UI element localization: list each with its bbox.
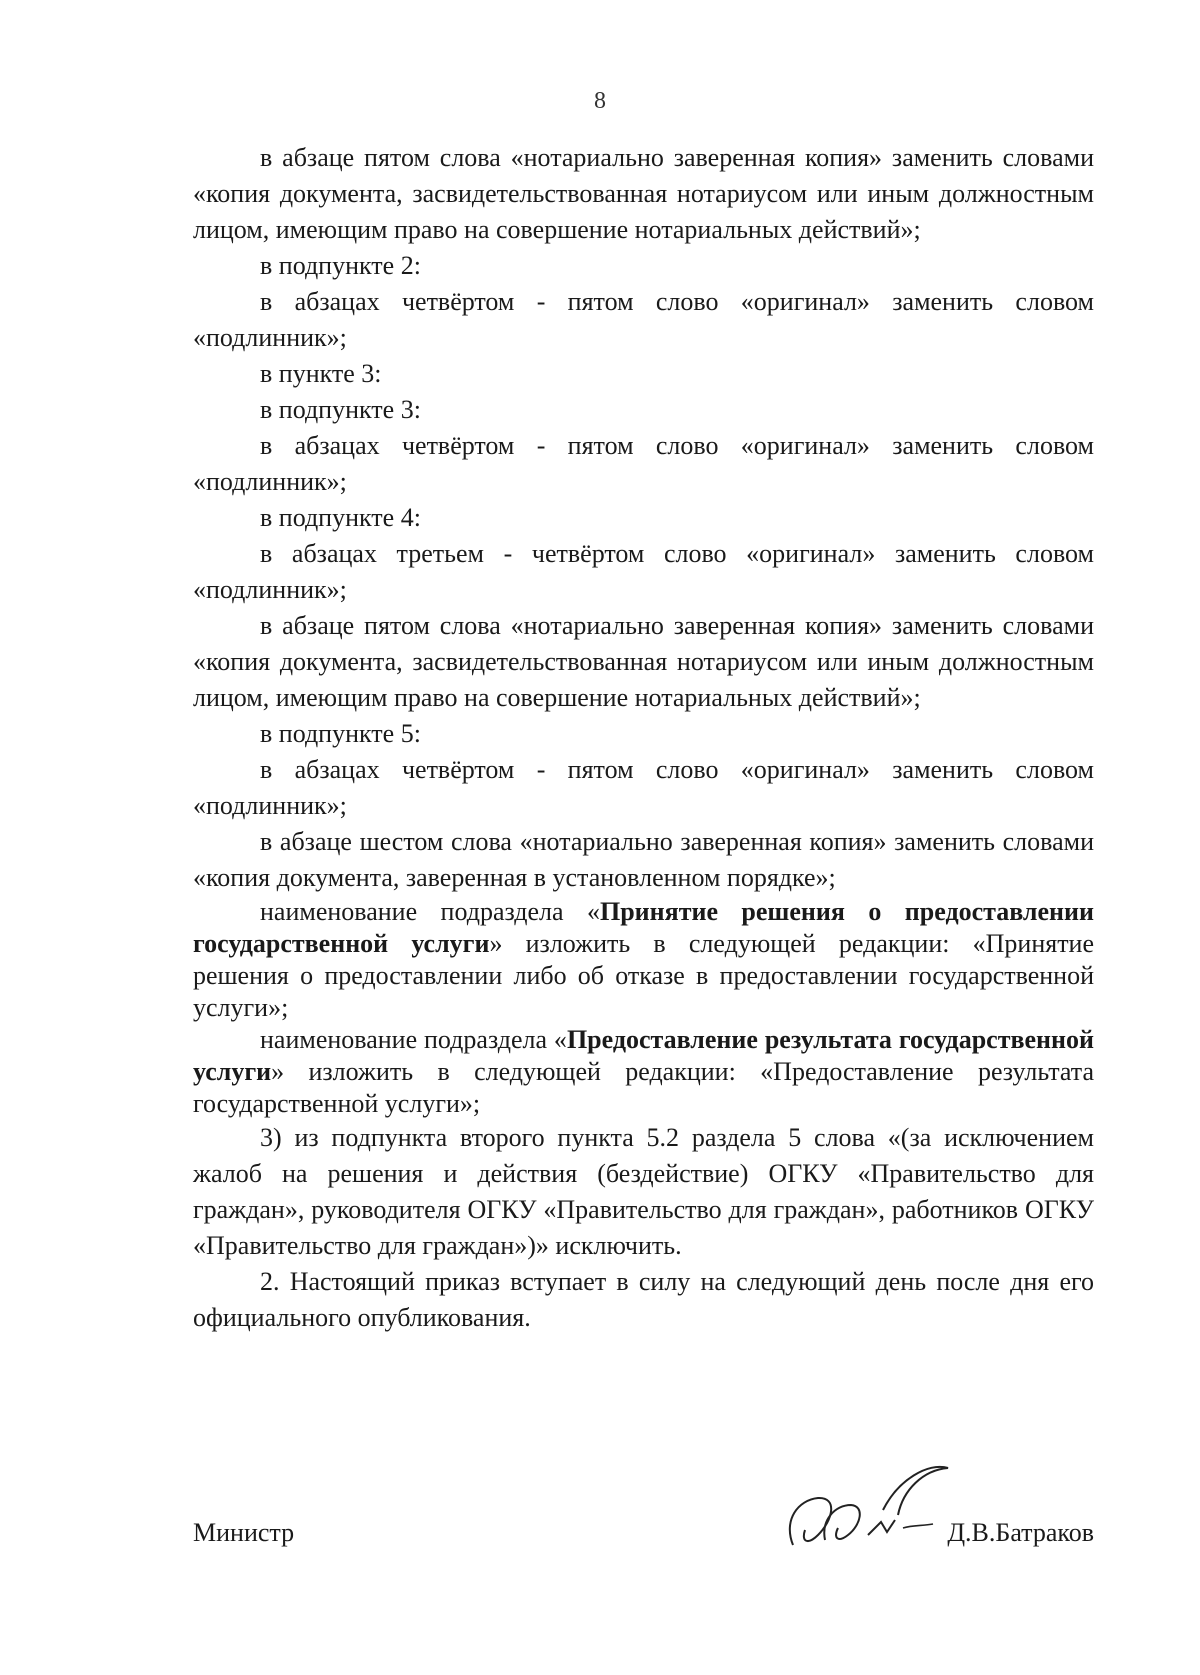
paragraph: в подпункте 3: <box>260 395 421 424</box>
paragraph: в абзацах третьем - четвёртом слово «оригинал» заменить словом «подлинник»; <box>193 539 1094 604</box>
paragraph: в абзаце шестом слова «нотариально заверенная копия» заменить словами «копия документа, заверенная в установленном порядке»; <box>193 827 1094 892</box>
handwritten-signature-image <box>763 1450 963 1560</box>
text-fragment: наименование подраздела « <box>260 897 600 926</box>
text-fragment: наименование подраздела « <box>260 1025 567 1054</box>
text-fragment: » изложить в следующей редакции: «Принятие решения о предоставлении либо об отказе в предоставлении государственной услуги»; <box>193 929 1095 1022</box>
paragraph: в абзацах четвёртом - пятом слово «оригинал» заменить словом «подлинник»; <box>193 755 1094 820</box>
paragraph: в подпункте 5: <box>260 719 421 748</box>
paragraph: в абзацах четвёртом - пятом слово «оригинал» заменить словом «подлинник»; <box>193 287 1094 352</box>
paragraph: в подпункте 2: <box>260 251 421 280</box>
text-fragment: » изложить в следующей редакции: «Предоставление результата государственной услуги»; <box>193 1057 1094 1118</box>
subsection-title-amendment <box>193 1024 1094 1120</box>
paragraph: в подпункте 4: <box>260 503 421 532</box>
paragraph: в абзацах четвёртом - пятом слово «оригинал» заменить словом «подлинник»; <box>193 431 1094 496</box>
signatory-title: Министр <box>193 1518 295 1547</box>
item-2-paragraph: 2. Настоящий приказ вступает в силу на следующий день после дня его официального опубликования. <box>193 1267 1094 1332</box>
subsection-title-amendment <box>193 896 1094 1024</box>
paragraph: в абзаце пятом слова «нотариально заверенная копия» заменить словами «копия документа, засвидетельствованная нотариусом или иным должностным лицом, имеющим право на совершение нотариальных действий»; <box>193 611 1094 712</box>
document-body <box>193 140 1094 1336</box>
paragraph: в абзаце пятом слова «нотариально заверенная копия» заменить словами «копия документа, засвидетельствованная нотариусом или иным должностным лицом, имеющим право на совершение нотариальных действий»; <box>193 143 1094 244</box>
signatory-name: Д.В.Батраков <box>947 1518 1094 1547</box>
item-3-paragraph: 3) из подпункта второго пункта 5.2 раздела 5 слова «(за исключением жалоб на решения и действия (бездействие) ОГКУ «Правительство для граждан», руководителя ОГКУ «Правительство для граждан», работников ОГКУ «Правительство для граждан»)» исключить. <box>193 1123 1094 1260</box>
page-number: 8 <box>594 88 606 114</box>
signature-block <box>193 1500 1094 1580</box>
subsection-name-bold: Принятие решения о предоставлении государственной услуги <box>193 897 1094 958</box>
paragraph: в пункте 3: <box>260 359 382 388</box>
subsection-name-bold: Предоставление результата государственной услуги <box>193 1025 1094 1086</box>
